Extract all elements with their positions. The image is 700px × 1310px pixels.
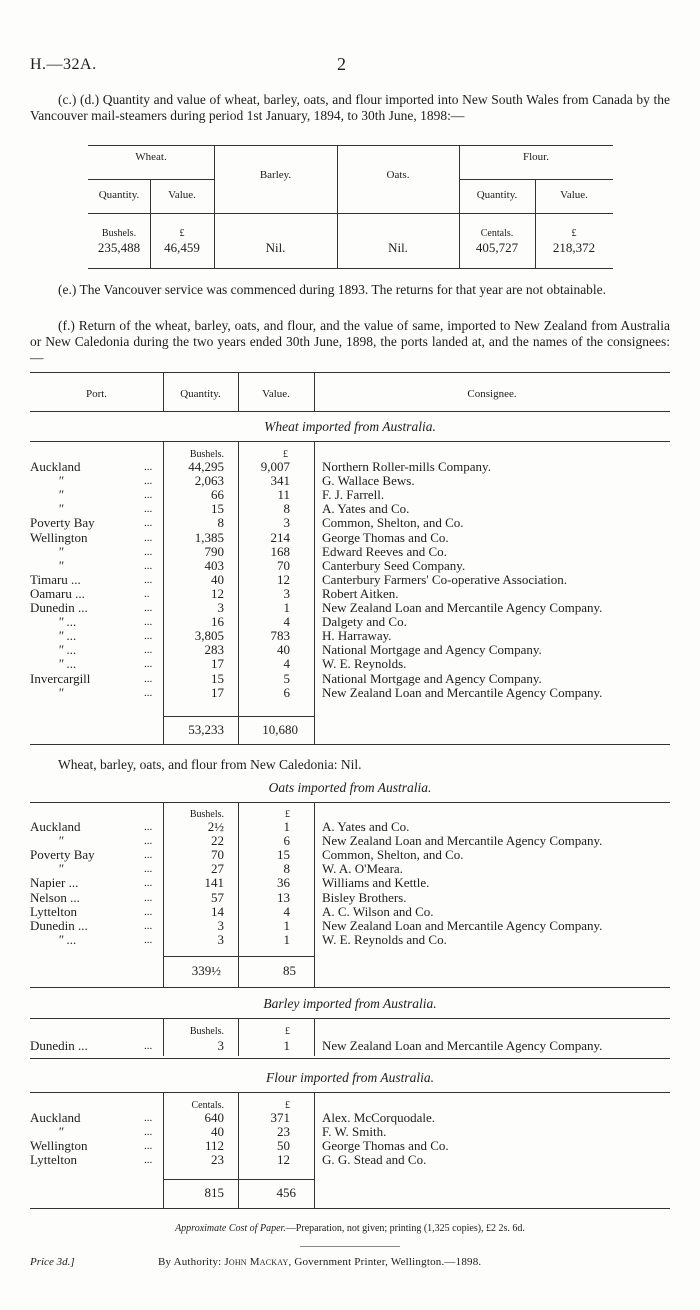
port-cell: Poverty Bay: [30, 847, 95, 863]
value-cell: 6: [283, 833, 290, 849]
value-cell: 168: [270, 543, 290, 559]
consignee-cell: New Zealand Loan and Mercantile Agency Company.: [322, 833, 603, 849]
table2-header-rule: [30, 411, 670, 412]
port-cell: Oamaru ...: [30, 585, 85, 601]
port-cell: Dunedin ...: [30, 600, 88, 615]
value-cell: 50: [277, 1138, 290, 1154]
port-cell: Napier ...: [30, 875, 79, 891]
table1-wheat-subrule: [88, 179, 214, 180]
quantity-cell: 16: [211, 614, 224, 630]
value-cell: 371: [270, 1110, 290, 1125]
table-row: [0, 587, 700, 601]
value-cell: 11: [277, 487, 290, 503]
value-cell: 12: [277, 571, 290, 587]
quantity-cell: 3: [217, 917, 224, 933]
barley-header: Barley.: [259, 169, 292, 181]
port-cell: Auckland: [30, 459, 81, 474]
table-row: [0, 905, 700, 919]
wheat-total-rule: [163, 716, 314, 717]
value-cell: 4: [283, 656, 290, 672]
barley-qty-unit: Bushels.: [189, 1026, 224, 1037]
quantity-cell: 14: [211, 903, 224, 919]
cost-footnote: [0, 1223, 700, 1234]
port-cell: ": [58, 543, 64, 559]
table-row: [0, 848, 700, 862]
paragraph-f: [30, 318, 670, 366]
consignee-cell: W. A. O'Meara.: [322, 861, 403, 877]
leader-dots: ...: [144, 1112, 153, 1124]
value-cell: 40: [277, 642, 290, 658]
barley-vline: [314, 1018, 315, 1056]
value-cell: 341: [270, 473, 290, 489]
value-cell: 12: [277, 1152, 290, 1168]
leader-dots: ...: [144, 644, 153, 657]
wheat-total-value: 10,680: [262, 722, 298, 737]
oats-total-quantity: 339½: [191, 963, 221, 978]
leader-dots: ...: [144, 1040, 153, 1052]
port-cell: ": [58, 684, 64, 700]
quantity-cell: 112: [204, 1138, 224, 1154]
wheat-vline: [163, 441, 164, 744]
cost-text: —Preparation, not given; printing (1,325 copies), £2 2s. 6d.: [285, 1223, 525, 1234]
consignee-cell: G. Wallace Bews.: [322, 473, 415, 489]
table-row: [0, 672, 700, 686]
flour-bottom-rule: [30, 1208, 670, 1209]
leader-dots: ...: [144, 573, 153, 586]
flour-value: 218,372: [552, 240, 596, 255]
port-cell: " ...: [58, 931, 77, 947]
wheat-val-unit: £: [179, 228, 185, 239]
value-cell: 1: [283, 1038, 290, 1053]
table-row: [0, 862, 700, 876]
oats-total-row: [0, 964, 700, 978]
table-row: [0, 502, 700, 516]
consignee-cell: Williams and Kettle.: [322, 875, 430, 891]
table-row: [0, 474, 700, 488]
printer-name: John Mackay: [224, 1256, 289, 1268]
port-cell: ": [58, 833, 64, 849]
leader-dots: ...: [144, 559, 153, 572]
consignee-cell: A. C. Wilson and Co.: [322, 903, 434, 919]
consignee-cell: Bisley Brothers.: [322, 889, 407, 905]
flour-value-header: Value.: [560, 189, 588, 201]
port-cell: Dunedin ...: [30, 917, 88, 933]
quantity-cell: 27: [211, 861, 224, 877]
flour-total-row: [0, 1186, 700, 1200]
table-row: [0, 933, 700, 947]
quantity-cell: 283: [204, 642, 224, 658]
port-cell: Wellington: [30, 1138, 88, 1154]
flour-qty-unit: Centals.: [191, 1100, 224, 1111]
quantity-cell: 17: [211, 684, 224, 700]
oats-vline: [238, 802, 239, 987]
value-cell: 8: [283, 501, 290, 517]
quantity-cell: 640: [204, 1110, 224, 1125]
leader-dots: ...: [144, 821, 153, 833]
quantity-cell: 66: [211, 487, 224, 503]
value-cell: 4: [283, 614, 290, 630]
value-cell: 23: [277, 1124, 290, 1140]
leader-dots: ...: [144, 1126, 153, 1139]
table-row: [0, 573, 700, 587]
value-cell: 13: [277, 889, 290, 905]
table2-top-rule: [30, 372, 670, 373]
consignee-cell: George Thomas and Co.: [322, 1138, 449, 1154]
paragraph-cd: [30, 92, 670, 124]
quantity-cell: 44,295: [188, 459, 224, 474]
oats-bottom-rule: [30, 987, 670, 988]
oats-vline: [163, 802, 164, 987]
cost-label: Approximate Cost of Paper.: [175, 1223, 286, 1234]
oats-header: Oats.: [386, 169, 410, 181]
consignee-cell: G. G. Stead and Co.: [322, 1152, 427, 1168]
port-cell: " ...: [58, 614, 77, 630]
barley-bottom-rule: [30, 1058, 670, 1059]
value-cell: 36: [277, 875, 290, 891]
table1-top-rule: [88, 145, 613, 146]
quantity-cell: 790: [204, 543, 224, 559]
value-cell: 15: [277, 847, 290, 863]
wheat-total-row: [0, 723, 700, 737]
value-cell: 6: [283, 684, 290, 700]
port-cell: ": [58, 487, 64, 503]
value-cell: 70: [277, 557, 290, 573]
consignee-cell: H. Harraway.: [322, 628, 392, 644]
table-row: [0, 545, 700, 559]
value-header: Value.: [262, 388, 290, 400]
value-cell: 3: [283, 585, 290, 601]
oats-section-title: Oats imported from Australia.: [268, 780, 432, 795]
table1-flour-subrule: [459, 179, 613, 180]
consignee-cell: New Zealand Loan and Mercantile Agency Company.: [322, 917, 603, 933]
port-cell: Dunedin ...: [30, 1038, 88, 1053]
consignee-cell: F. W. Smith.: [322, 1124, 387, 1140]
port-cell: " ...: [58, 656, 77, 672]
leader-dots: ...: [144, 905, 153, 918]
leader-dots: ...: [144, 616, 153, 629]
consignee-cell: A. Yates and Co.: [322, 819, 410, 834]
page-number: 2: [337, 54, 346, 74]
barley-val-unit: £: [285, 1026, 290, 1037]
leader-dots: ...: [144, 658, 153, 671]
consignee-cell: Robert Aitken.: [322, 585, 399, 601]
leader-dots: ...: [144, 891, 153, 904]
port-cell: Auckland: [30, 1110, 81, 1125]
value-cell: 3: [283, 515, 290, 531]
port-cell: " ...: [58, 642, 77, 658]
port-cell: " ...: [58, 628, 77, 644]
table-row: [0, 876, 700, 890]
consignee-header: Consignee.: [467, 388, 517, 400]
oats-qty-unit: Bushels.: [189, 809, 224, 820]
table-row: [0, 1039, 700, 1053]
table-row: [0, 643, 700, 657]
oats-value: Nil.: [388, 240, 408, 255]
leader-dots: ...: [144, 877, 153, 890]
flour-total-value: 456: [276, 1185, 296, 1200]
quantity-cell: 57: [211, 889, 224, 905]
new-caledonia-note: Wheat, barley, oats, and flour from New Caledonia: Nil.: [58, 757, 362, 772]
value-cell: 214: [270, 529, 290, 545]
table-row: [0, 601, 700, 615]
consignee-cell: New Zealand Loan and Mercantile Agency Company.: [322, 600, 603, 615]
quantity-cell: 8: [217, 515, 224, 531]
consignee-cell: National Mortgage and Agency Company.: [322, 642, 542, 658]
leader-dots: ...: [144, 849, 153, 862]
consignee-cell: George Thomas and Co.: [322, 529, 449, 545]
footer-rule: [300, 1246, 400, 1247]
wheat-value: 46,459: [164, 240, 200, 255]
wheat-title-rule: [30, 441, 670, 442]
wheat-quantity: 235,488: [97, 240, 141, 255]
leader-dots: ...: [144, 672, 153, 685]
quantity-cell: 15: [211, 670, 224, 686]
consignee-cell: Common, Shelton, and Co.: [322, 847, 464, 863]
consignee-cell: National Mortgage and Agency Company.: [322, 670, 542, 686]
table-row: [0, 615, 700, 629]
quantity-cell: 17: [211, 656, 224, 672]
leader-dots: ...: [144, 531, 153, 544]
barley-section-title: Barley imported from Australia.: [263, 996, 437, 1011]
leader-dots: ...: [144, 602, 153, 614]
barley-vline: [238, 1018, 239, 1056]
wheat-qty-unit: Bushels.: [101, 228, 137, 239]
port-cell: Poverty Bay: [30, 515, 95, 531]
oats-title-rule: [30, 802, 670, 803]
wheat-header: Wheat.: [135, 151, 167, 163]
paragraph-f-text: (f.) Return of the wheat, barley, oats, and flour, and the value of same, imported to New Zealand from Australia or New Caledonia during the two years ended 30th June, 1898, the ports landed at, and the names of the consignees:—: [30, 318, 670, 365]
wheat-vline: [238, 441, 239, 744]
port-cell: Invercargill: [30, 670, 91, 686]
leader-dots: ...: [144, 863, 153, 876]
consignee-cell: Canterbury Farmers' Co-operative Association.: [322, 571, 567, 587]
flour-section-title: Flour imported from Australia.: [265, 1070, 434, 1085]
port-cell: Auckland: [30, 819, 81, 834]
table-row: [0, 460, 700, 474]
port-cell: ": [58, 861, 64, 877]
wheat-bottom-rule: [30, 744, 670, 745]
port-cell: Timaru ...: [30, 571, 81, 587]
leader-dots: ...: [144, 933, 153, 946]
value-cell: 4: [283, 903, 290, 919]
quantity-cell: 40: [211, 1124, 224, 1140]
table-row: [0, 629, 700, 643]
port-cell: ": [58, 501, 64, 517]
flour-total-rule: [163, 1179, 314, 1180]
value-cell: 8: [283, 861, 290, 877]
consignee-cell: Alex. McCorquodale.: [322, 1110, 436, 1125]
flour-quantity: 405,727: [475, 240, 519, 255]
quantity-cell: 40: [211, 571, 224, 587]
port-cell: ": [58, 473, 64, 489]
leader-dots: ..: [144, 587, 150, 600]
series-number: H.—32A.: [30, 56, 97, 73]
quantity-cell: 23: [211, 1152, 224, 1168]
value-cell: 1: [283, 819, 290, 834]
consignee-cell: Canterbury Seed Company.: [322, 557, 466, 573]
price-note: Price 3d.]: [30, 1256, 75, 1268]
consignee-cell: Northern Roller-mills Company.: [322, 459, 491, 474]
value-cell: 1: [283, 917, 290, 933]
consignee-cell: W. E. Reynolds and Co.: [322, 931, 447, 947]
leader-dots: ...: [144, 475, 153, 488]
barley-value: Nil.: [265, 240, 286, 255]
quantity-cell: 3: [217, 600, 224, 615]
table-row: [0, 820, 700, 834]
oats-val-unit: £: [285, 809, 290, 820]
table-row: [0, 516, 700, 530]
table1-bottom-rule: [88, 268, 613, 269]
flour-header: Flour.: [523, 151, 549, 163]
consignee-cell: Dalgety and Co.: [322, 614, 407, 630]
leader-dots: ...: [144, 503, 153, 516]
consignee-cell: W. E. Reynolds.: [322, 656, 407, 672]
table-row: [0, 1153, 700, 1167]
barley-vline: [163, 1018, 164, 1056]
value-cell: 5: [283, 670, 290, 686]
leader-dots: ...: [144, 919, 153, 932]
oats-total-value: 85: [283, 963, 296, 978]
quantity-cell: 403: [204, 557, 224, 573]
quantity-cell: 12: [211, 585, 224, 601]
paragraph-cd-text: (c.) (d.) Quantity and value of wheat, barley, oats, and flour imported into New South Wales from Canada by the Vancouver mail-steamers during period 1st January, 1894, to 30th June, 1898:—: [30, 92, 670, 123]
leader-dots: ...: [144, 686, 153, 699]
table-row: [0, 657, 700, 671]
table-row: [0, 1125, 700, 1139]
table-row: [0, 834, 700, 848]
value-cell: 783: [270, 628, 290, 644]
port-cell: ": [58, 1124, 64, 1140]
value-cell: 1: [283, 600, 290, 615]
quantity-header: Quantity.: [180, 388, 221, 400]
quantity-cell: 3: [217, 1038, 224, 1053]
wheat-qty-unit: Bushels.: [189, 449, 224, 460]
consignee-cell: Edward Reeves and Co.: [322, 543, 447, 559]
quantity-cell: 141: [204, 875, 224, 891]
flour-title-rule: [30, 1092, 670, 1093]
authority-line: [158, 1256, 481, 1268]
flour-total-quantity: 815: [204, 1185, 224, 1200]
consignee-cell: F. J. Farrell.: [322, 487, 385, 503]
wheat-total-quantity: 53,233: [188, 722, 224, 737]
leader-dots: ...: [144, 461, 153, 473]
quantity-cell: 1,385: [194, 529, 224, 545]
barley-title-rule: [30, 1018, 670, 1019]
leader-dots: ...: [144, 517, 153, 530]
flour-val-unit: £: [285, 1100, 290, 1111]
table-row: [0, 531, 700, 545]
table-row: [0, 686, 700, 700]
port-header: Port.: [85, 388, 108, 400]
port-cell: ": [58, 557, 64, 573]
port-cell: Lyttelton: [30, 1152, 77, 1168]
wheat-val-unit: £: [283, 449, 288, 460]
consignee-cell: A. Yates and Co.: [322, 501, 410, 517]
table-row: [0, 891, 700, 905]
flour-val-unit: £: [571, 228, 577, 239]
paragraph-e-text: (e.) The Vancouver service was commenced during 1893. The returns for that year are not obtainable.: [58, 282, 607, 297]
leader-dots: ...: [144, 630, 153, 643]
value-cell: 9,007: [260, 459, 290, 474]
quantity-cell: 2,063: [194, 473, 224, 489]
port-cell: Wellington: [30, 529, 88, 545]
flour-quantity-header: Quantity.: [476, 189, 518, 201]
wheat-value-header: Value.: [168, 189, 196, 201]
authority-prefix: By Authority:: [158, 1256, 222, 1268]
table-row: [0, 559, 700, 573]
leader-dots: ...: [144, 489, 153, 502]
paragraph-e: [30, 282, 670, 298]
wheat-vline: [314, 441, 315, 744]
quantity-cell: 2½: [207, 819, 224, 834]
wheat-section-title: Wheat imported from Australia.: [264, 419, 436, 434]
consignee-cell: New Zealand Loan and Mercantile Agency Company.: [322, 1038, 603, 1053]
quantity-cell: 22: [211, 833, 224, 849]
leader-dots: ...: [144, 545, 153, 558]
table-row: [0, 919, 700, 933]
consignee-cell: New Zealand Loan and Mercantile Agency Company.: [322, 684, 603, 700]
flour-qty-unit: Centals.: [480, 228, 514, 239]
table-row: [0, 1111, 700, 1125]
port-cell: Nelson ...: [30, 889, 80, 905]
leader-dots: ...: [144, 835, 153, 848]
oats-vline: [314, 802, 315, 987]
quantity-cell: 70: [211, 847, 224, 863]
authority-suffix: , Government Printer, Wellington.—1898.: [288, 1256, 482, 1268]
port-cell: Lyttelton: [30, 903, 77, 919]
value-cell: 1: [283, 931, 290, 947]
leader-dots: ...: [144, 1154, 153, 1167]
table-row: [0, 488, 700, 502]
wheat-quantity-header: Quantity.: [98, 189, 140, 201]
oats-total-rule: [163, 956, 314, 957]
table-row: [0, 1139, 700, 1153]
quantity-cell: 3: [217, 931, 224, 947]
leader-dots: ...: [144, 1140, 153, 1153]
quantity-cell: 15: [211, 501, 224, 517]
consignee-cell: Common, Shelton, and Co.: [322, 515, 464, 531]
quantity-cell: 3,805: [194, 628, 224, 644]
